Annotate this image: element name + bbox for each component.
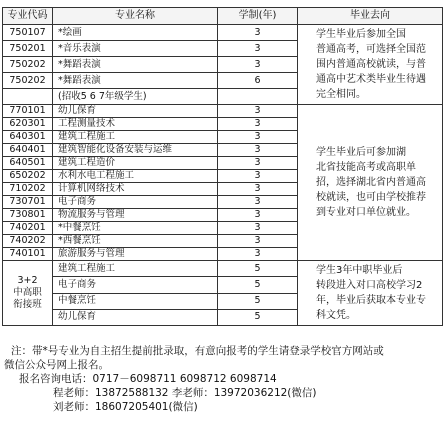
program-name: 计算机网络技术: [53, 183, 218, 196]
program-years: [218, 89, 298, 105]
program-name: *舞蹈表演: [53, 57, 218, 73]
program-years: 3: [218, 144, 298, 157]
group-label-line: 中高职: [13, 287, 42, 298]
program-name: 建筑智能化设备安装与运维: [53, 144, 218, 157]
destination-art: [298, 25, 443, 105]
destination-line: 转段进入对口高校学习2: [316, 280, 423, 291]
program-name: 中餐烹饪: [53, 293, 218, 309]
destination-vocational: [298, 105, 443, 261]
program-years: 5: [218, 293, 298, 309]
program-name: 电子商务: [53, 277, 218, 293]
program-years: 3: [218, 222, 298, 235]
header-years: 学制(年): [218, 8, 298, 25]
program-name: *绘画: [53, 25, 218, 41]
destination-line: 学生3年中职毕业后: [316, 265, 403, 276]
program-years: 3: [218, 235, 298, 248]
program-name: 旅游服务与管理: [53, 248, 218, 261]
group-label-line: 3+2: [17, 275, 38, 286]
program-table: [2, 7, 443, 326]
destination-line: 普通高考，可选择全国范: [316, 44, 426, 55]
destination-line: 到专业对口单位就业。: [316, 207, 416, 218]
program-name: *西餐烹饪: [53, 235, 218, 248]
note-line: 注：带*号专业为自主招生提前批录取，有意向报考的学生请登录学校官方网站或: [11, 345, 384, 357]
destination-line: 北省技能高考或高职单: [316, 162, 416, 173]
program-years: 3: [218, 196, 298, 209]
program-years: 3: [218, 170, 298, 183]
program-group-label: [3, 261, 53, 326]
header-destination: 毕业去向: [298, 8, 443, 25]
program-years: 5: [218, 309, 298, 325]
program-years: 5: [218, 261, 298, 277]
program-name: 建筑工程施工: [53, 261, 218, 277]
contact-line: 刘老师：18607205401(微信): [53, 401, 198, 413]
contact-line: 程老师：13872588132 李老师：13972036212(微信): [53, 387, 317, 399]
program-years: 3: [218, 25, 298, 41]
program-name: 电子商务: [53, 196, 218, 209]
program-name: 幼儿保育: [53, 309, 218, 325]
program-code: 710202: [3, 183, 53, 196]
notes-section: [0, 344, 445, 414]
destination-line: 招，选择湖北省内普通高: [316, 177, 426, 188]
destination-line: 学生毕业后参加全国: [316, 29, 406, 40]
destination-line: 完全相同。: [316, 89, 366, 100]
program-code: 750201: [3, 41, 53, 57]
program-years: 6: [218, 73, 298, 89]
program-code: 640501: [3, 157, 53, 170]
program-years: 3: [218, 57, 298, 73]
program-code: 740101: [3, 248, 53, 261]
program-name: *舞蹈表演: [53, 73, 218, 89]
destination-32: [298, 261, 443, 326]
program-code: 730701: [3, 196, 53, 209]
program-name: 建筑工程施工: [53, 131, 218, 144]
note-line: 微信公众号网上报名。: [4, 359, 109, 371]
header-name: 专业名称: [53, 8, 218, 25]
table-row: [3, 261, 443, 277]
program-years: 3: [218, 41, 298, 57]
program-years: 5: [218, 277, 298, 293]
program-name: *音乐表演: [53, 41, 218, 57]
program-years: 3: [218, 157, 298, 170]
header-row: [3, 8, 443, 25]
program-code: 740202: [3, 235, 53, 248]
program-name: 工程测量技术: [53, 118, 218, 131]
program-name: 建筑工程造价: [53, 157, 218, 170]
program-years: 3: [218, 209, 298, 222]
program-name: 幼儿保育: [53, 105, 218, 118]
header-code: 专业代码: [3, 8, 53, 25]
program-code: 640301: [3, 131, 53, 144]
program-years: 3: [218, 248, 298, 261]
program-years: 3: [218, 105, 298, 118]
destination-line: 校就读，也可由学校推荐: [316, 192, 426, 203]
program-years: 3: [218, 131, 298, 144]
program-code: 770101: [3, 105, 53, 118]
program-years: 3: [218, 183, 298, 196]
program-name: 物流服务与管理: [53, 209, 218, 222]
program-code: 640401: [3, 144, 53, 157]
destination-line: 年，毕业后获取本专业专: [316, 295, 426, 306]
program-code: 750202: [3, 73, 53, 89]
program-code: [3, 89, 53, 105]
program-name: (招收5 6 7年级学生): [53, 89, 218, 105]
table-row: [3, 25, 443, 41]
program-code: 650202: [3, 170, 53, 183]
program-code: 730801: [3, 209, 53, 222]
group-label-line: 衔接班: [13, 299, 42, 310]
program-code: 740201: [3, 222, 53, 235]
table-row: [3, 105, 443, 118]
destination-line: 通高中艺术类毕业生待遇: [316, 74, 426, 85]
destination-line: 科文凭。: [316, 310, 356, 321]
program-code: 750107: [3, 25, 53, 41]
program-name: *中餐烹饪: [53, 222, 218, 235]
program-code: 620301: [3, 118, 53, 131]
program-code: 750202: [3, 57, 53, 73]
program-years: 3: [218, 118, 298, 131]
program-table-container: [2, 7, 442, 326]
phone-line: 报名咨询电话：0717－6098711 6098712 6098714: [19, 373, 277, 385]
destination-line: 围内普通高校就读，与普: [316, 59, 426, 70]
program-name: 水利水电工程施工: [53, 170, 218, 183]
destination-line: 学生毕业后可参加湖: [316, 147, 406, 158]
